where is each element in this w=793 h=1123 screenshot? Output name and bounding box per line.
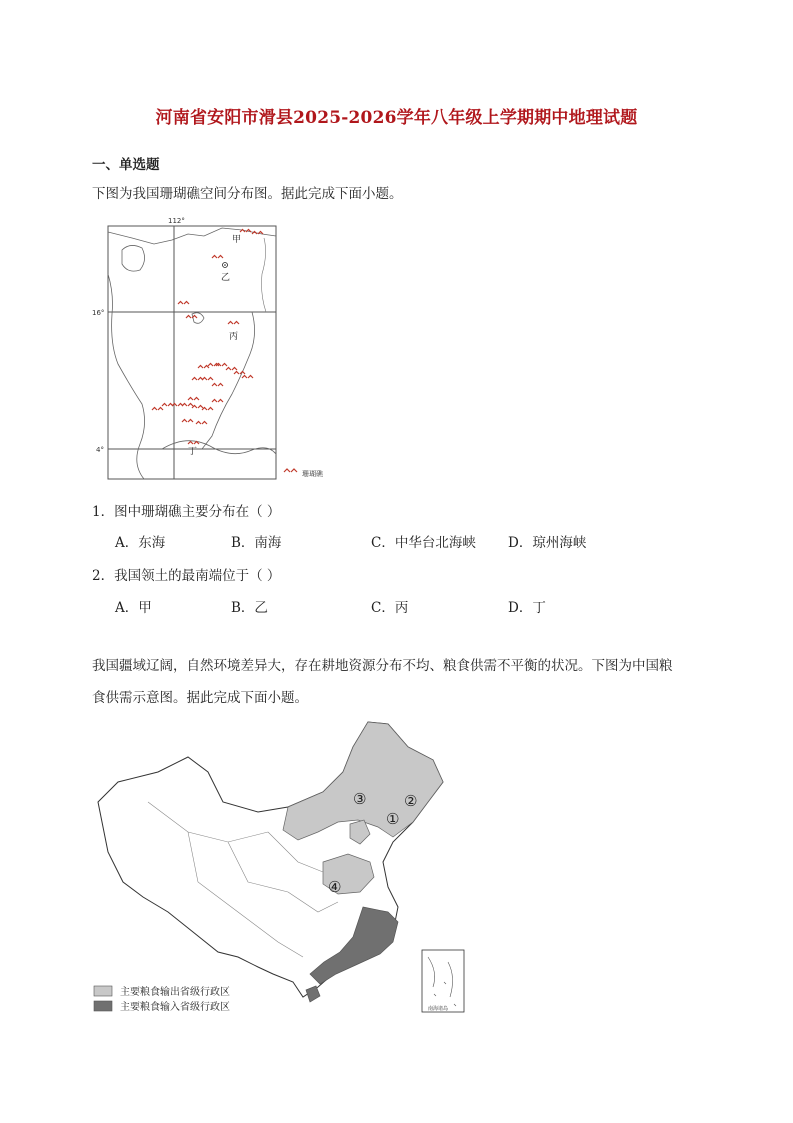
reef-symbol bbox=[202, 408, 213, 411]
borneo-coast bbox=[162, 441, 276, 454]
label-4: ④ bbox=[328, 878, 342, 896]
place-bing: 丙 bbox=[229, 332, 239, 342]
place-yi: 乙 bbox=[221, 273, 231, 283]
taiwan-area-coast bbox=[262, 238, 267, 312]
reef-symbol bbox=[216, 364, 227, 367]
reef-symbol bbox=[152, 408, 163, 411]
reef-symbol bbox=[242, 376, 253, 379]
intro-paragraph-1: 下图为我国珊瑚礁空间分布图。据此完成下面小题。 bbox=[92, 186, 403, 202]
legend-import-swatch bbox=[94, 1001, 112, 1011]
reef-islet bbox=[192, 313, 204, 324]
reef-symbol bbox=[212, 400, 223, 403]
coral-reef-map bbox=[92, 214, 342, 484]
place-jia: 甲 bbox=[232, 235, 242, 245]
legend-import-label: 主要粮食输入省级行政区 bbox=[120, 1002, 230, 1013]
label-2: ② bbox=[404, 792, 418, 810]
reef-symbol bbox=[196, 422, 207, 425]
q1-option-a[interactable]: A．东海 bbox=[115, 535, 166, 551]
q2-option-a[interactable]: A．甲 bbox=[115, 600, 152, 616]
legend-export-label: 主要粮食输出省级行政区 bbox=[120, 987, 230, 998]
reef-symbol bbox=[226, 368, 237, 371]
reef-symbol bbox=[178, 302, 189, 305]
reef-symbol bbox=[182, 404, 193, 407]
q1-option-c[interactable]: C．中华台北海峡 bbox=[371, 535, 476, 551]
intro-2-line-2: 食供需示意图。据此完成下面小题。 bbox=[92, 690, 308, 706]
reef-symbol bbox=[186, 316, 197, 319]
hainan-island bbox=[122, 245, 145, 271]
label-3: ③ bbox=[353, 790, 367, 808]
south-china-coast bbox=[108, 228, 276, 244]
q2-option-b[interactable]: B．乙 bbox=[231, 600, 268, 616]
intro-paragraph-2 bbox=[92, 650, 712, 714]
reef-symbol bbox=[188, 442, 199, 445]
place-ding: 丁 bbox=[188, 447, 198, 457]
reef-symbol bbox=[212, 256, 223, 259]
q2-option-d[interactable]: D．丁 bbox=[508, 600, 546, 616]
q1-option-b[interactable]: B．南海 bbox=[231, 535, 282, 551]
section-heading: 一、单选题 bbox=[92, 157, 160, 173]
legend-export-swatch bbox=[94, 986, 112, 996]
q2-option-c[interactable]: C．丙 bbox=[371, 600, 409, 616]
lat-4-label: 4° bbox=[96, 446, 104, 454]
intro-2-line-1: 我国疆域辽阔，自然环境差异大，存在耕地资源分布不均、粮食供需不平衡的状况。下图为中国粮 bbox=[92, 658, 673, 674]
question-1-stem: 1．图中珊瑚礁主要分布在（ ） bbox=[92, 504, 281, 520]
lat-16-label: 16° bbox=[92, 309, 105, 317]
reef-symbol bbox=[234, 372, 245, 375]
indochina-coast bbox=[108, 274, 145, 479]
legend-coral: 珊瑚礁 bbox=[302, 470, 323, 478]
reef-symbol bbox=[202, 378, 213, 381]
question-2-stem: 2．我国领土的最南端位于（ ） bbox=[92, 568, 281, 584]
south-sea-inset bbox=[422, 950, 464, 1012]
reef-symbol bbox=[162, 404, 173, 407]
reef-symbol bbox=[198, 366, 209, 369]
map1-legend bbox=[284, 469, 324, 478]
reef-symbol bbox=[182, 420, 193, 423]
reef-symbol bbox=[212, 384, 223, 387]
lon-label: 112° bbox=[168, 217, 185, 225]
china-grain-map bbox=[88, 712, 478, 1022]
reef-symbol bbox=[188, 398, 199, 401]
inset-label: 南海诸岛 bbox=[428, 1006, 449, 1012]
reef-symbol bbox=[192, 378, 203, 381]
reef-symbol bbox=[228, 322, 239, 325]
q1-option-d[interactable]: D．琼州海峡 bbox=[508, 535, 587, 551]
page-title: 河南省安阳市滑县2025-2026学年八年级上学期期中地理试题 bbox=[155, 108, 638, 128]
label-1: ① bbox=[386, 810, 400, 828]
reef-symbols bbox=[152, 230, 263, 445]
reef-symbol bbox=[192, 406, 203, 409]
